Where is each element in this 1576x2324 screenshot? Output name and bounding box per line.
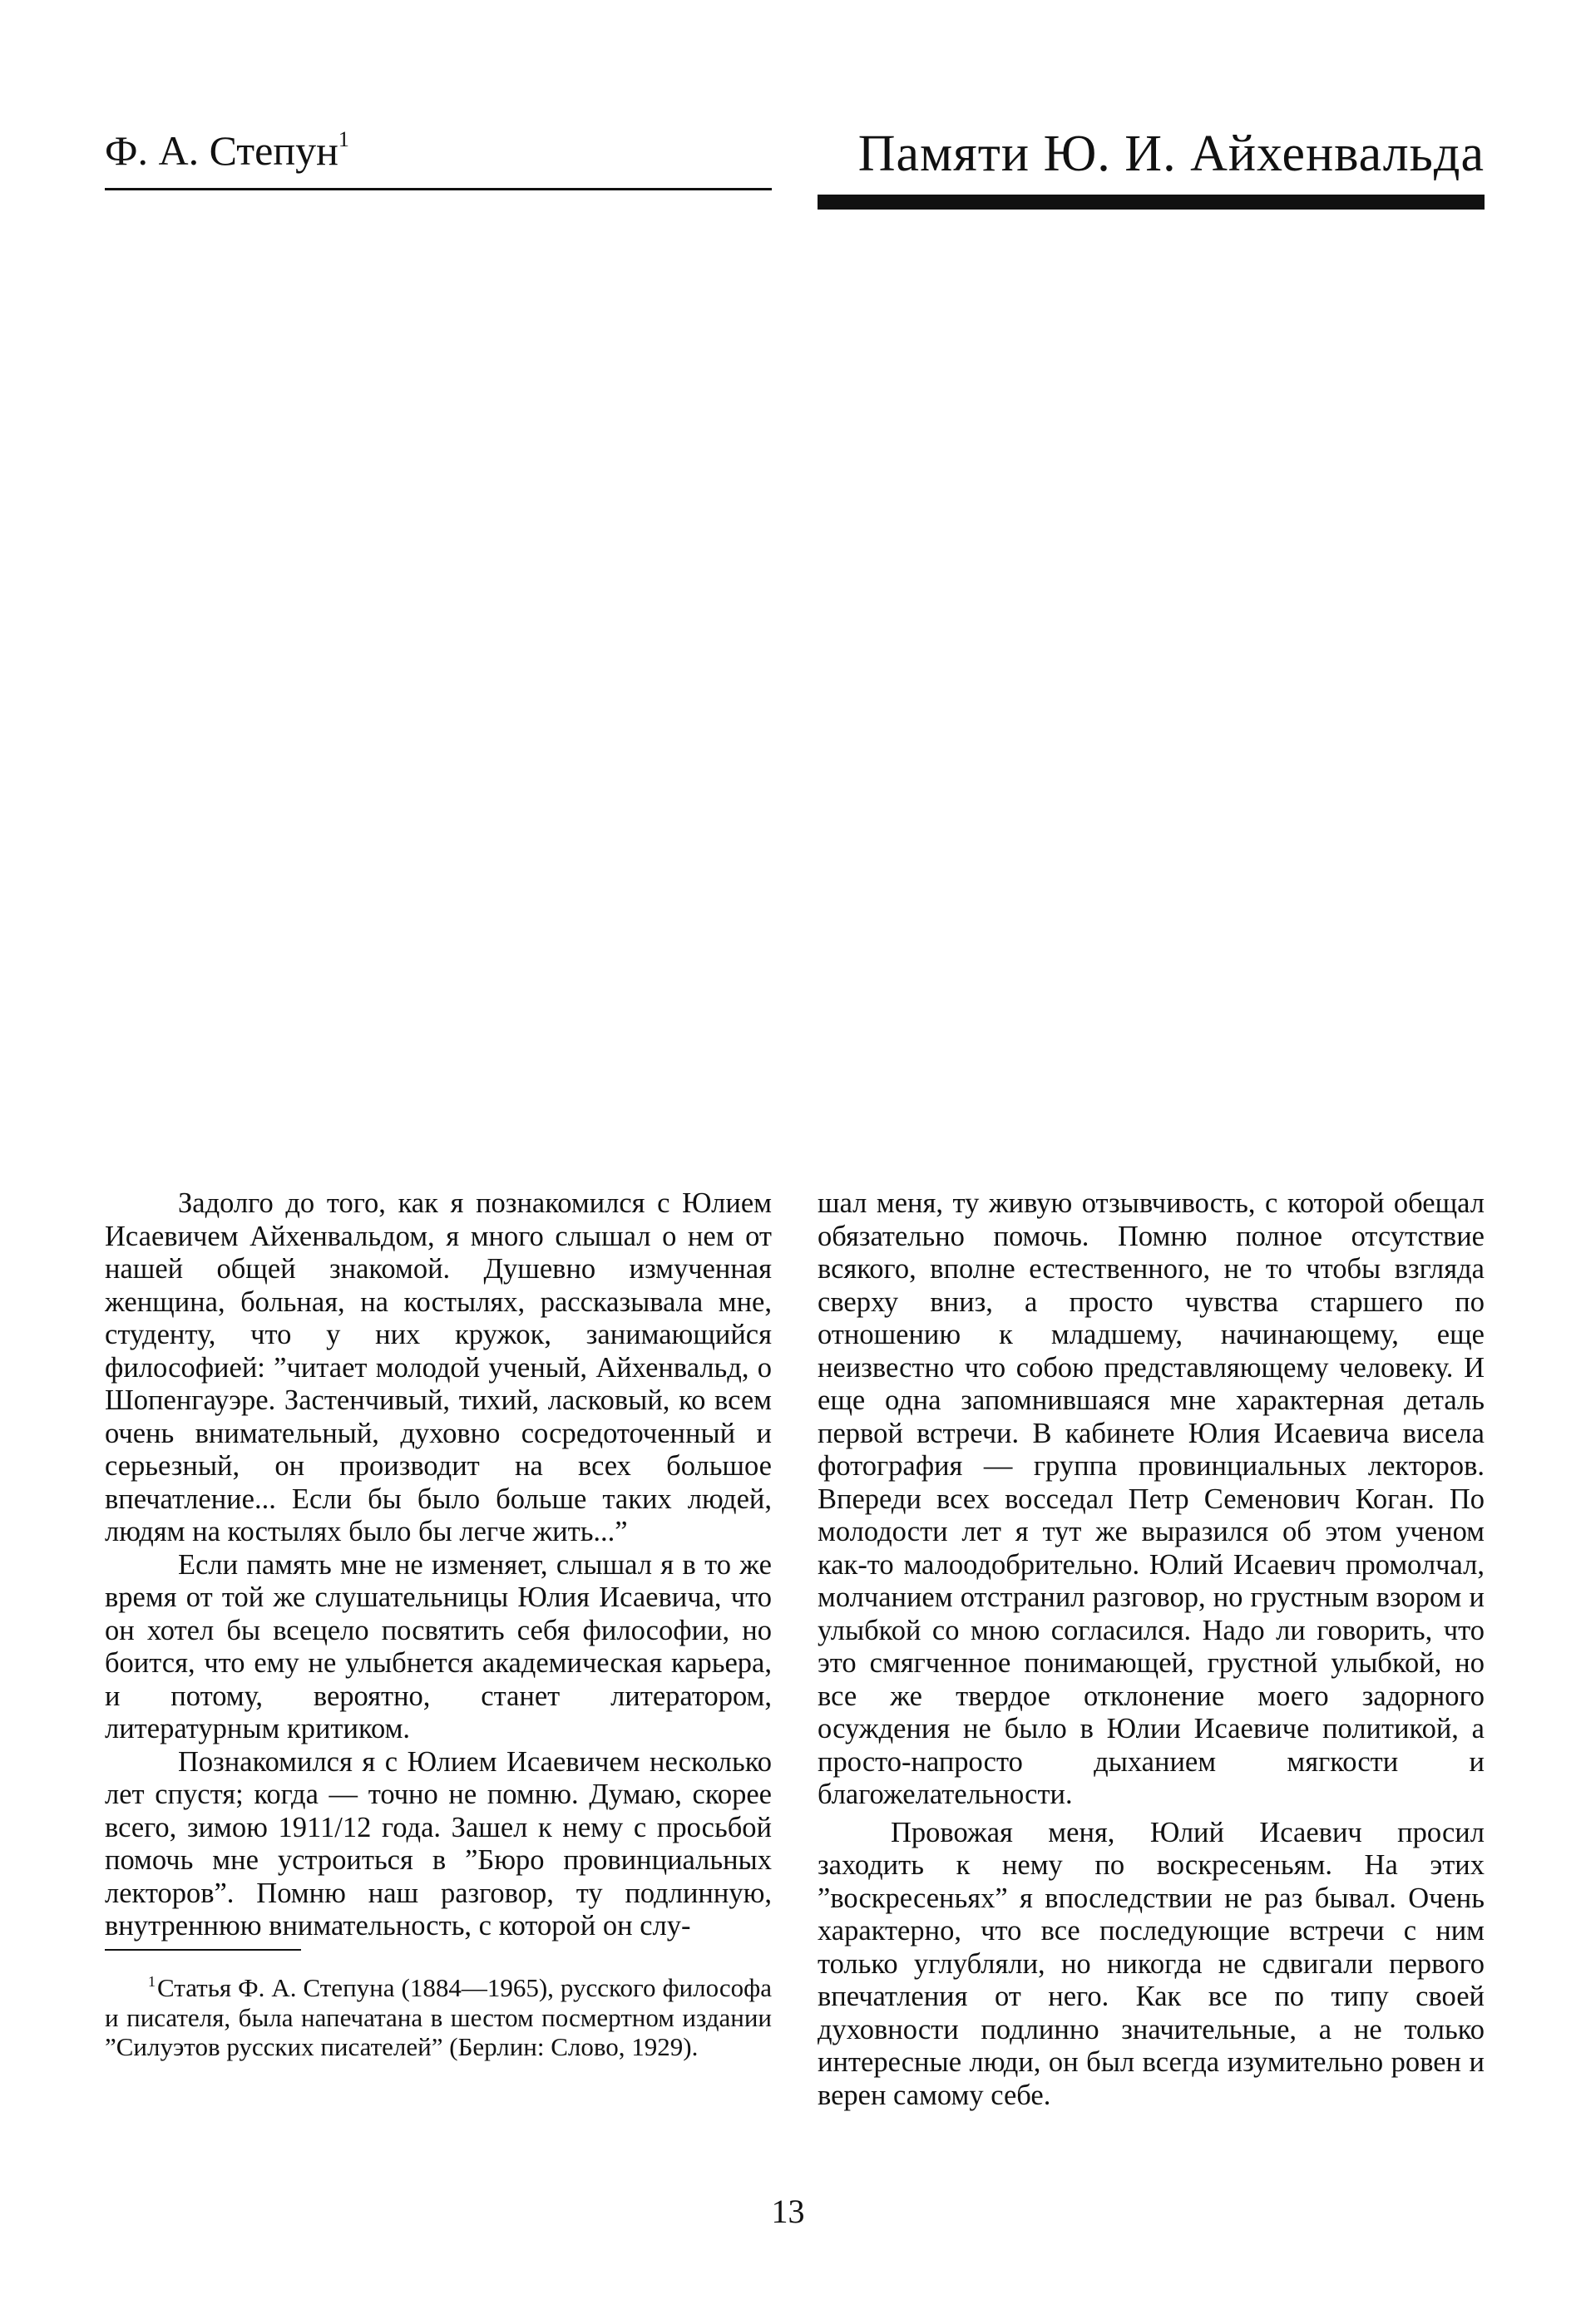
page-number: 13 bbox=[771, 2193, 805, 2230]
footnote-text: Статья Ф. А. Степуна (1884—1965), русского философа и писателя, была напечатана в шестом посмертном издании ”Силуэтов русских писателей” (Берлин: Слово, 1929). bbox=[105, 1973, 772, 2061]
author-underline bbox=[105, 188, 772, 190]
footnote-separator bbox=[105, 1949, 301, 1951]
left-column bbox=[105, 1187, 772, 1943]
paragraph: Если память мне не изменяет, слышал я в то же время от той же слушательницы Юлия Исаевича, что он хотел бы всецело посвятить себя философии, но боится, что ему не улыбнется академическая карьера, и потому, вероятно, станет литератором, литературным критиком. bbox=[105, 1548, 772, 1744]
title-underline-bar bbox=[818, 195, 1485, 210]
right-column bbox=[818, 1187, 1485, 2112]
article-author bbox=[105, 126, 349, 175]
author-name: Ф. А. Степун bbox=[105, 127, 338, 174]
footnote-mark: 1 bbox=[148, 1973, 156, 1990]
paragraph: Провожая меня, Юлий Исаевич просил заходить к нему по воскресеньям. На этих ”воскресеньях” я впоследствии не раз бывал. Очень характерно, что все последующие встречи с ним только углубляли, но никогда не сдвигали первого впечатления от него. Как все по типу своей духовности подлинно значительные, а не только интересные люди, он был всегда изумительно ровен и верен самому себе. bbox=[818, 1816, 1485, 2111]
footnote-reference: 1 bbox=[338, 127, 349, 151]
paragraph: Задолго до того, как я познакомился с Юлием Исаевичем Айхенвальдом, я много слышал о нем от нашей общей знакомой. Душевно измученная женщина, больная, на костылях, рассказывала мне, студенту, что у них кружок, занимающийся философией: ”читает молодой ученый, Айхенвальд, о Шопенгауэре. Застенчивый, тихий, ласковый, ко всем очень внимательный, духовно сосредоточенный и серьезный, он производит на всех большое впечатление... Если бы было больше таких людей, людям на костылях было бы легче жить...” bbox=[105, 1187, 772, 1547]
paragraph-continued: шал меня, ту живую отзывчивость, с которой обещал обязательно помочь. Помню полное отсутствие всякого, вполне естественного, не то чтобы взгляда сверху вниз, а просто чувства старшего по отношению к младшему, начинающему, еще неизвестно что собою представляющему человеку. И еще одна запомнившаяся мне характерная деталь первой встречи. В кабинете Юлия Исаевича висела фотография — группа провинциальных лекторов. Впереди всех восседал Петр Семенович Коган. По молодости лет я тут же выразился об этом ученом как-то малоодобрительно. Юлий Исаевич промолчал, молчанием отстранил разговор, но грустным взором и улыбкой со мною согласился. Надо ли говорить, что это смягченное понимающей, грустной улыбкой, но все же твердое отклонение моего задорного осуждения не было в Юлии Исаевиче политикой, а просто-напросто дыханием мягкости и благожелательности. bbox=[818, 1187, 1485, 1810]
paragraph: Познакомился я с Юлием Исаевичем несколько лет спустя; когда — точно не помню. Думаю, скорее всего, зимою 1911/12 года. Зашел к нему с просьбой помочь мне устроиться в ”Бюро провинциальных лекторов”. Помню наш разговор, ту подлинную, внутреннюю внимательность, с которой он слу- bbox=[105, 1745, 772, 1942]
footnote bbox=[105, 1967, 772, 2062]
article-title: Памяти Ю. И. Айхенвальда bbox=[857, 126, 1485, 182]
